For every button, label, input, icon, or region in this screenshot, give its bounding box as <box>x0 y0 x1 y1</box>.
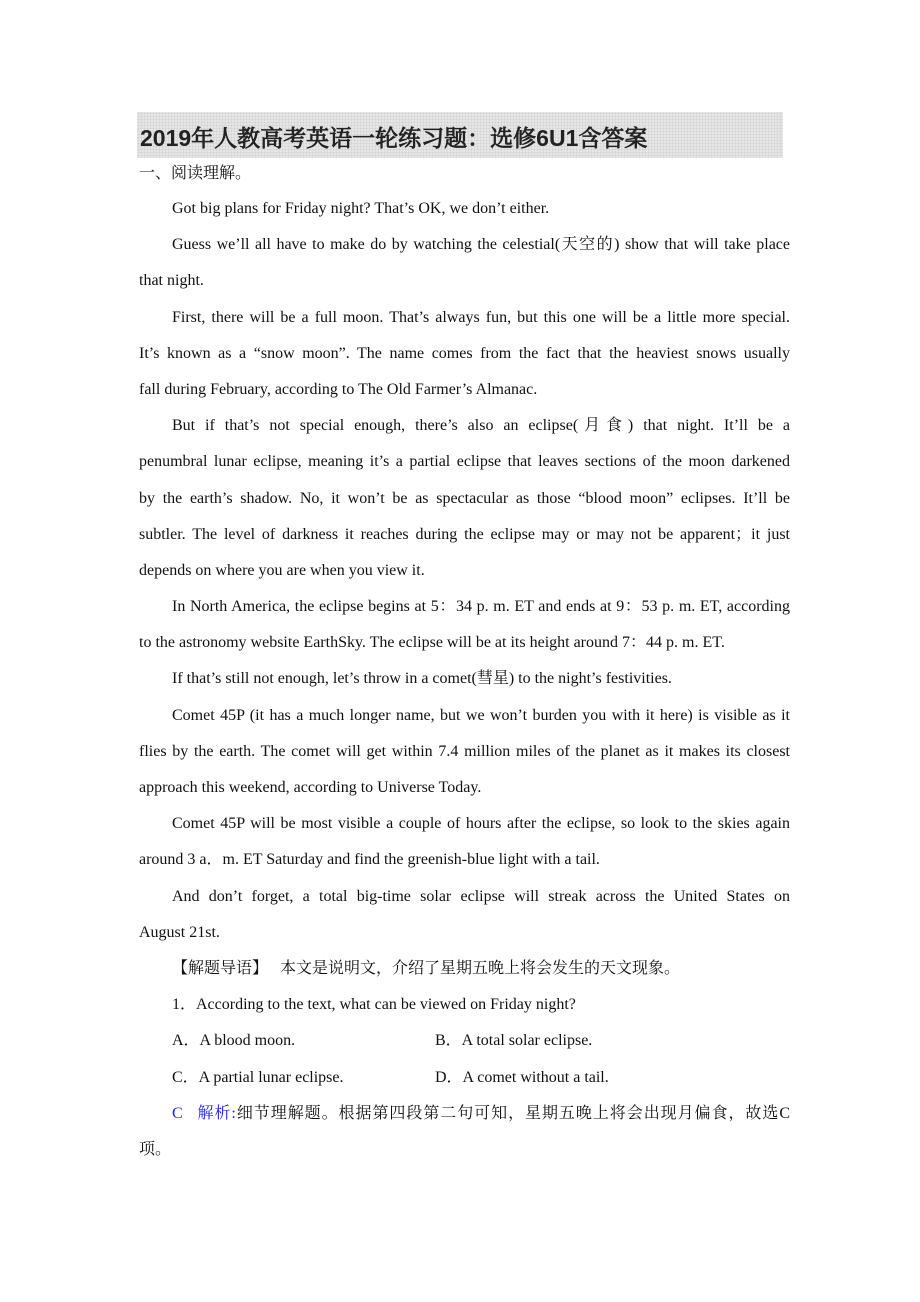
answer-line-cont: 项。 <box>139 1140 172 1158</box>
paragraph-line: penumbral lunar eclipse, meaning it’s a partial eclipse that leaves sections of the moon darkened <box>139 453 790 471</box>
paragraph-line: Comet 45P will be most visible a couple of hours after the eclipse, so look to the skies again <box>172 815 790 833</box>
guide-text: 本文是说明文，介绍了星期五晚上将会发生的天文现象。 <box>280 959 681 977</box>
paragraph <box>139 408 790 589</box>
answer-line <box>139 1096 790 1132</box>
guide-line <box>139 951 790 987</box>
paragraph-line: by the earth’s shadow. No, it won’t be as spectacular as those “blood moon” eclipses. It’ll be <box>139 489 790 507</box>
paragraph-line: And don’t forget, a total big-time solar eclipse will streak across the United States on <box>172 887 790 905</box>
options-row <box>139 1023 790 1059</box>
paragraph <box>139 661 790 697</box>
option-d: D．A comet without a tail. <box>435 1068 609 1086</box>
paragraph <box>139 698 790 807</box>
options-row <box>139 1060 790 1096</box>
paragraph-line: that night. <box>139 272 204 290</box>
answer-label: 解析: <box>197 1104 236 1122</box>
paragraph-line: August 21st. <box>139 923 220 941</box>
paragraph-line: approach this weekend, according to Universe Today. <box>139 779 482 796</box>
reading-passage <box>139 191 790 951</box>
paragraph-line: around 3 a．m. ET Saturday and find the greenish-blue light with a tail. <box>139 851 600 869</box>
paragraph-line: Comet 45P (it has a much longer name, but we won’t burden you with it here) is visible as it <box>172 706 790 724</box>
section-heading: 一、阅读理解。 <box>139 165 252 182</box>
paragraph-line: If that’s still not enough, let’s throw in a comet(彗星) to the night’s festivities. <box>172 670 672 688</box>
paragraph-line: subtler. The level of darkness it reaches during the eclipse may or may not be apparent；it just <box>139 525 790 543</box>
paragraph-line: It’s known as a “snow moon”. The name comes from the fact that the heaviest snows usually <box>139 344 790 362</box>
paragraph-line: to the astronomy website EarthSky. The eclipse will be at its height around 7：44 p. m. ET. <box>139 634 725 652</box>
option-c: C．A partial lunar eclipse. <box>172 1068 344 1086</box>
option-b: B．A total solar eclipse. <box>435 1032 593 1050</box>
paragraph <box>139 300 790 409</box>
paragraph-line: Got big plans for Friday night? That’s OK, we don’t either. <box>172 200 550 217</box>
paragraph-line: depends on where you are when you view it. <box>139 561 425 579</box>
paragraph <box>139 589 790 661</box>
option-a: A．A blood moon. <box>172 1032 296 1050</box>
page-title: 2019年人教高考英语一轮练习题：选修6U1含答案 <box>140 125 648 151</box>
question-stem: 1．According to the text, what can be viewed on Friday night? <box>172 996 576 1014</box>
guide-label: 【解题导语】 <box>172 959 269 977</box>
paragraph <box>139 879 790 951</box>
paragraph-line: First, there will be a full moon. That’s always fun, but this one will be a little more special. <box>172 308 790 326</box>
paragraph-line: fall during February, according to The Old Farmer’s Almanac. <box>139 380 538 398</box>
paragraph <box>139 227 790 299</box>
document-body <box>139 191 790 1168</box>
paragraph <box>139 806 790 878</box>
paragraph-line: In North America, the eclipse begins at 5：34 p. m. ET and ends at 9：53 p. m. ET, according <box>172 598 791 616</box>
paragraph-line: But if that’s not special enough, there’s also an eclipse(月食) that night. It’ll be a <box>172 417 790 435</box>
paragraph <box>139 191 790 227</box>
paragraph-line: flies by the earth. The comet will get within 7.4 million miles of the planet as it makes its closest <box>139 742 790 760</box>
answer-text: 细节理解题。根据第四段第二句可知，星期五晚上将会出现月偏食，故选C <box>235 1104 790 1122</box>
answer-letter: C <box>172 1104 183 1122</box>
paragraph-line: Guess we’ll all have to make do by watching the celestial(天空的) show that will take place <box>172 236 790 254</box>
